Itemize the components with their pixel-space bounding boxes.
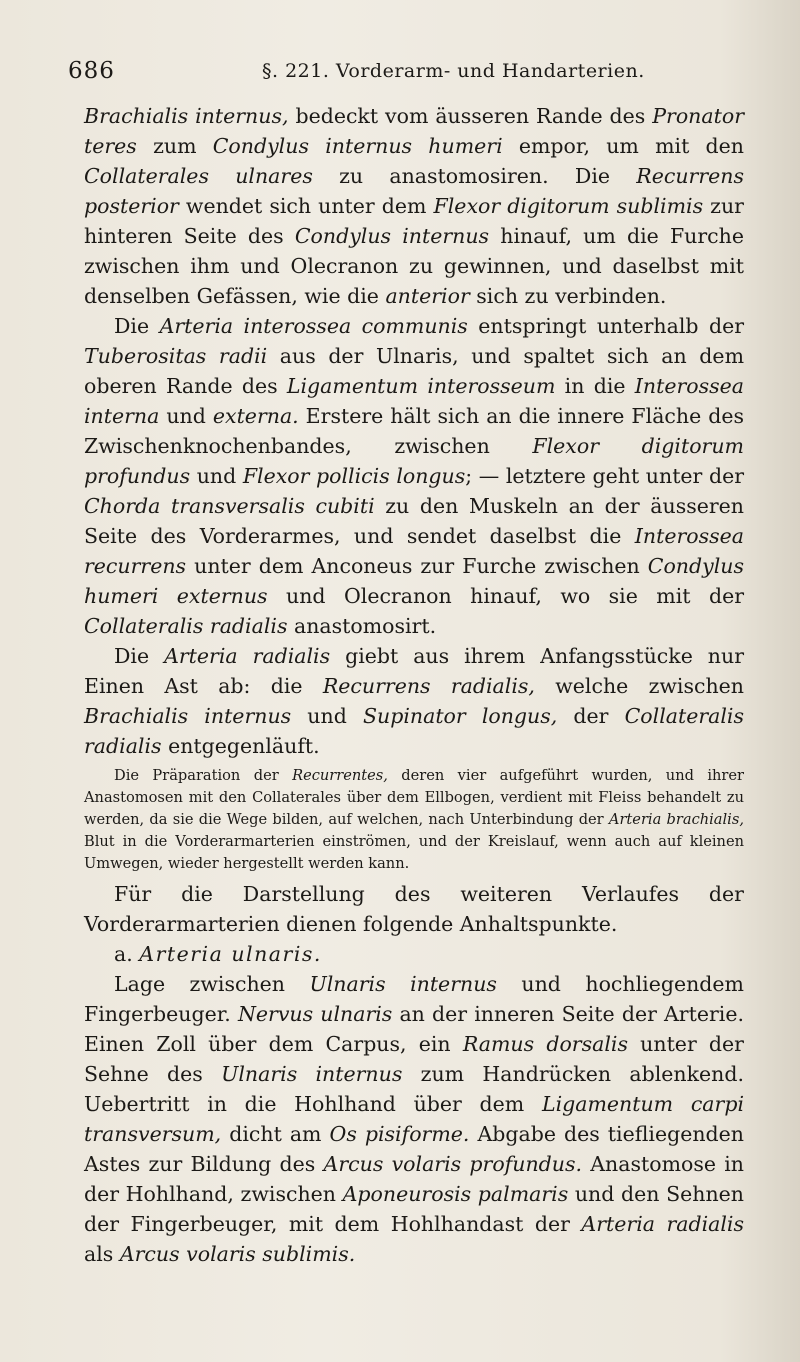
text: aus der Ulnaris, und spaltet sich an dem oberen Rande des <box>84 344 745 398</box>
text: Lage zwischen <box>114 972 310 996</box>
text: entspringt unterhalb der <box>467 314 745 338</box>
text: wendet sich unter dem <box>178 194 434 218</box>
term: Arteria ulnaris. <box>139 942 322 966</box>
text: hinauf, um die Furche zwischen ihm und Olecranon zu gewinnen, und daselbst mit denselben Gefässen, wie die <box>84 224 744 308</box>
text: deren vier aufgeführt wurden, und ihrer Anastomosen mit den Collaterales über dem Ellbogen, verdient mit Fleiss behandelt zu werden, da sie die Wege bilden, auf welchen, nach Unterbindung der <box>84 767 744 828</box>
text: unter dem Anconeus zur Furche zwischen <box>186 554 648 578</box>
text: welche zwischen <box>534 674 745 698</box>
text: zu anastomosiren. Die <box>312 164 637 188</box>
term: Arcus volaris profundus. <box>323 1152 583 1176</box>
term: Supinator longus, <box>362 704 558 728</box>
term: Interossea interna <box>84 374 745 428</box>
term: Ligamentum carpi transversum, <box>84 1092 744 1146</box>
term: Condylus internus <box>294 224 490 248</box>
term: Ulnaris internus <box>309 972 497 996</box>
term: Arteria brachialis, <box>608 811 744 828</box>
text: zum Handrücken ablenkend. Uebertritt in die Hohlhand über dem <box>84 1062 744 1116</box>
term: Ulnaris internus <box>221 1062 403 1086</box>
term: Flexor digitorum profundus <box>84 434 745 488</box>
text: giebt aus ihrem Anfangsstücke nur Einen Ast ab: die <box>84 644 744 698</box>
term: Interossea recurrens <box>84 524 744 578</box>
text: sich zu verbinden. <box>469 284 667 308</box>
text: unter der Sehne des <box>84 1032 744 1086</box>
term: Chorda transversalis cubiti <box>84 494 375 518</box>
paragraph-recurrens <box>84 101 744 311</box>
term: Arteria interossea communis <box>159 314 468 338</box>
term: Arteria radialis <box>164 644 331 668</box>
term: Os pisiforme. <box>329 1122 470 1146</box>
text: Blut in die Vorderarmarterien einströmen, und der Kreislauf, wenn auch auf kleinen Umwegen, wieder hergestellt werden kann. <box>84 833 744 872</box>
term: Ligamentum interosseum <box>286 374 556 398</box>
text: als <box>84 1242 120 1266</box>
paragraph-interossea <box>84 311 744 641</box>
section-heading-ulnaris <box>84 939 744 969</box>
term: Collaterales ulnares <box>84 164 313 188</box>
term: Recurrens posterior <box>84 164 744 218</box>
text: und <box>190 464 243 488</box>
text: zum <box>136 134 213 158</box>
text: a. <box>114 942 140 966</box>
paragraph-anhaltspunkte <box>84 879 744 939</box>
text: an der inneren Seite der Arterie. Einen Zoll über dem Carpus, ein <box>84 1002 744 1056</box>
term: Pronator teres <box>84 104 744 158</box>
text: der <box>557 704 625 728</box>
text: in die <box>555 374 635 398</box>
text: Für die Darstellung des weiteren Verlaufes der Vorderarmarterien dienen folgende Anhaltspunkte. <box>84 882 744 936</box>
text: Anastomose in der Hohlhand, zwischen <box>84 1152 744 1206</box>
text: und Olecranon hinauf, wo sie mit der <box>267 584 744 608</box>
term: Collateralis radialis <box>84 704 744 758</box>
term: anterior <box>385 284 470 308</box>
term: Recurrens radialis, <box>322 674 535 698</box>
term: Tuberositas radii <box>84 344 268 368</box>
term: Aponeurosis palmaris <box>342 1182 569 1206</box>
term: Collateralis radialis <box>84 614 288 638</box>
term: Arcus volaris sublimis. <box>119 1242 356 1266</box>
text: zu den Muskeln an der äusseren Seite des Vorderarmes, und sendet daselbst die <box>84 494 745 548</box>
paragraph-radialis <box>84 641 744 761</box>
text: und <box>291 704 363 728</box>
text: anastomosirt. <box>287 614 437 638</box>
footnote-paragraph <box>84 765 744 875</box>
text: Erstere hält sich an die innere Fläche des Zwischenknochenbandes, zwischen <box>84 404 745 458</box>
paragraph-ulnaris <box>84 969 744 1269</box>
text: zur hinteren Seite des <box>84 194 744 248</box>
text: und den Sehnen der Fingerbeuger, mit dem Hohlhandast der <box>84 1182 745 1236</box>
term: Condylus humeri externus <box>84 554 744 608</box>
text: entgegenläuft. <box>161 734 320 758</box>
text: Die <box>114 644 165 668</box>
page-body <box>84 101 744 1269</box>
text: Abgabe des tiefliegenden Astes zur Bildung des <box>84 1122 744 1176</box>
term: Flexor pollicis longus <box>242 464 466 488</box>
page-header <box>68 54 748 94</box>
term: Brachialis internus <box>84 704 292 728</box>
text: und hochliegendem Fingerbeuger. <box>84 972 744 1026</box>
term: externa. <box>212 404 299 428</box>
text: Die Präparation der <box>114 767 293 784</box>
term: Brachialis internus, <box>84 104 289 128</box>
term: Nervus ulnaris <box>237 1002 393 1026</box>
term: Recurrentes, <box>292 767 388 784</box>
text: bedeckt vom äusseren Rande des <box>288 104 653 128</box>
text: Die <box>114 314 160 338</box>
page-number: 686 <box>68 58 115 84</box>
term: Condylus internus humeri <box>212 134 503 158</box>
term: Flexor digitorum sublimis <box>433 194 704 218</box>
text: und <box>159 404 213 428</box>
text: dicht am <box>221 1122 330 1146</box>
running-title: §. 221. Vorderarm- und Handarterien. <box>262 60 645 82</box>
term: Ramus dorsalis <box>462 1032 628 1056</box>
text: empor, um mit den <box>502 134 744 158</box>
term: Arteria radialis <box>581 1212 745 1236</box>
text: ; — letztere geht unter der <box>465 464 745 488</box>
